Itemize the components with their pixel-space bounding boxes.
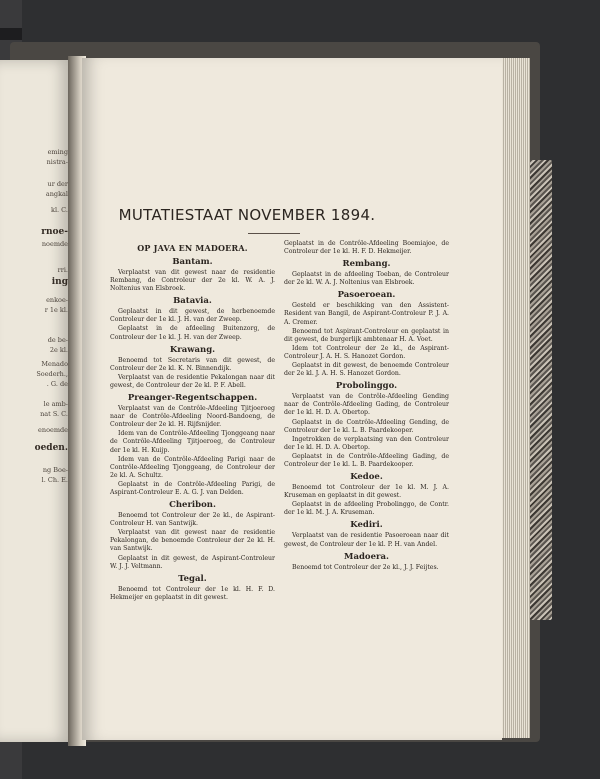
section-heading: OP JAVA EN MADOERA.: [137, 243, 248, 253]
left-page-fragment: l. Ch. E.: [41, 476, 68, 484]
entry-paragraph: Geplaatst in dit gewest, de benoemde Controleur der 2e kl. J. A. H. S. Hanozet Gordon.: [284, 362, 449, 378]
section-heading: Bantam.: [172, 257, 213, 267]
section-heading: Probolinggo.: [335, 381, 398, 392]
entry-paragraph: Geplaatst in dit gewest, de herbenoemde Controleur der 1e kl. J. H. van der Zweep.: [110, 308, 275, 324]
entry-paragraph: Gesteld er beschikking van den Assistent-Resident van Bangil, de Aspirant-Controleur P. J. A. A. Cremer.: [284, 302, 449, 326]
entry-paragraph: Ingetrokken de verplaatsing van den Controleur der 1e kl. H. D. A. Obertop.: [284, 435, 449, 451]
section-heading: Cheribon.: [169, 500, 216, 511]
left-page-fragment: angkal: [45, 190, 68, 198]
left-page-fragment: ing: [51, 277, 68, 287]
left-page-fragment: nistra-: [46, 158, 68, 166]
section-heading: Rembang.: [342, 259, 391, 270]
entry-paragraph: Geplaatst in de Contrôle-Afdeeling Boemiajoe, de Controleur der 1e kl. H. F. D. Hekmeijer.: [284, 240, 449, 256]
section-heading: Preanger-Regentschappen.: [127, 393, 258, 404]
marbled-cover-edge: [530, 160, 552, 620]
left-page-fragment: rri.: [57, 266, 68, 274]
entry-paragraph: Benoemd tot Aspirant-Controleur en geplaatst in dit gewest, de burgerlijk ambtenaar H. A. Voet.: [284, 327, 449, 343]
left-page-fragment: ng Boe-: [42, 466, 68, 474]
left-page-fragment: Menado: [41, 360, 68, 368]
entry-paragraph: Benoemd tot Controleur der 2e kl., de Aspirant-Controleur H. van Santwijk.: [110, 512, 275, 528]
entry-paragraph: Benoemd tot Controleur der 1e kl. M. J. A. Kruseman en geplaatst in dit gewest.: [284, 484, 449, 500]
section-heading: Pasoeroean.: [337, 290, 396, 301]
entry-paragraph: Verplaatst van de Contrôle-Afdeeling Gending naar de Contrôle-Afdeeling Gading, de Controleur der 1e kl. H. D. A. Obertop.: [284, 393, 449, 417]
entry-paragraph: Geplaatst in de afdeeling Probolinggo, de Contr. der 1e kl. M. J. A. Kruseman.: [284, 501, 449, 517]
entry-paragraph: Geplaatst in de afdeeling Toeban, de Controleur der 2e kl. W. A. J. Noltenius van Elsbroek.: [284, 271, 449, 287]
entry-paragraph: Idem van de Contrôle-Afdeeling Tjonggeang naar de Contrôle-Afdeeling Tjitjoeroeg, de Controleur der 1e kl. H. Kuijp.: [110, 430, 275, 454]
entry-paragraph: Geplaatst in de Contrôle-Afdeeling Gending, de Controleur der 1e kl. L. B. Paardekooper.: [284, 418, 449, 434]
left-page-fragment: ur der: [47, 180, 68, 188]
section-heading: Batavia.: [173, 296, 212, 307]
entry-paragraph: Verplaatst van dit gewest naar de residentie Rembang, de Controleur der 2e kl. W. A. J. Noltenius van Elsbroek.: [110, 269, 275, 293]
title-rule: [248, 233, 300, 234]
table-mark: [0, 28, 22, 40]
page-block-edges: [500, 58, 530, 738]
entry-paragraph: Benoemd tot Controleur der 2e kl., J. J. Feijtes.: [292, 563, 439, 571]
left-page-fragment: noemde: [41, 240, 68, 248]
page-title: MUTATIESTAAT NOVEMBER 1894.: [118, 206, 376, 224]
section-heading: Tegal.: [178, 573, 207, 584]
left-page-fragment: . G. de: [46, 380, 68, 388]
right-column: [284, 240, 449, 573]
left-page-fragment: r 1e kl.: [44, 306, 68, 314]
left-page-fragment: de be-: [47, 336, 68, 344]
left-page-fragment: oeden.: [34, 443, 68, 453]
entry-paragraph: Verplaatst van de residentie Pasoeroean naar dit gewest, de Controleur der 1e kl. P. H. van Andel.: [284, 532, 449, 548]
left-page-fragment: 2e kl.: [49, 346, 68, 354]
left-page-fragment: eming: [47, 148, 68, 156]
section-heading: Kedoe.: [350, 472, 383, 483]
section-heading: Madoera.: [344, 551, 389, 562]
left-page-fragment: enkoe-: [46, 296, 68, 304]
entry-paragraph: Geplaatst in de Contrôle-Afdeeling Gading, de Controleur der 1e kl. L. B. Paardekooper.: [284, 452, 449, 468]
section-heading: Krawang.: [169, 344, 216, 355]
entry-paragraph: Verplaatst van dit gewest naar de residentie Pekalongan, de benoemde Controleur der 2e kl. H. van Santwijk.: [110, 529, 275, 553]
left-page-fragment: Soederh.,: [36, 370, 68, 378]
left-page: [0, 60, 72, 742]
entry-paragraph: Idem tot Controleur der 2e kl., de Aspirant-Controleur J. A. H. S. Hanozet Gordon.: [284, 344, 449, 360]
left-page-fragment: kl. C.: [51, 206, 68, 214]
left-page-fragment: rnoe-: [41, 227, 68, 237]
entry-paragraph: Verplaatst van de Contrôle-Afdeeling Tjitjoeroeg naar de Contrôle-Afdeeling Noord-Bandoeng, de Controleur der 2e kl. H. Rijfsnijder.: [110, 405, 275, 429]
left-page-fragment: enoemde: [38, 426, 68, 434]
entry-paragraph: Geplaatst in dit gewest, de Aspirant-Controleur W. J. J. Veltmann.: [110, 554, 275, 570]
left-page-fragment: nat S. C.: [40, 410, 68, 418]
section-heading: Kediri.: [350, 520, 383, 531]
entry-paragraph: Geplaatst in de Contrôle-Afdeeling Parigi, de Aspirant-Controleur E. A. G. J. van Delden.: [110, 480, 275, 496]
entry-paragraph: Geplaatst in de afdeeling Buitenzorg, de Controleur der 1e kl. J. H. van der Zweep.: [110, 325, 275, 341]
entry-paragraph: Idem van de Contrôle-Afdeeling Parigi naar de Contrôle-Afdeeling Tjonggeang, de Controleur der 2e kl. A. Schultz.: [110, 455, 275, 479]
left-column: [110, 240, 275, 603]
entry-paragraph: Benoemd tot Controleur der 1e kl. H. F. D. Hekmeijer en geplaatst in dit gewest.: [110, 585, 275, 601]
entry-paragraph: Benoemd tot Secretaris van dit gewest, de Controleur der 2e kl. K. N. Binnendijk.: [110, 356, 275, 372]
left-page-fragment: le amb-: [43, 400, 68, 408]
entry-paragraph: Verplaatst van de residentie Pekalongan naar dit gewest, de Controleur der 2e kl. P. F. Abell.: [110, 373, 275, 389]
